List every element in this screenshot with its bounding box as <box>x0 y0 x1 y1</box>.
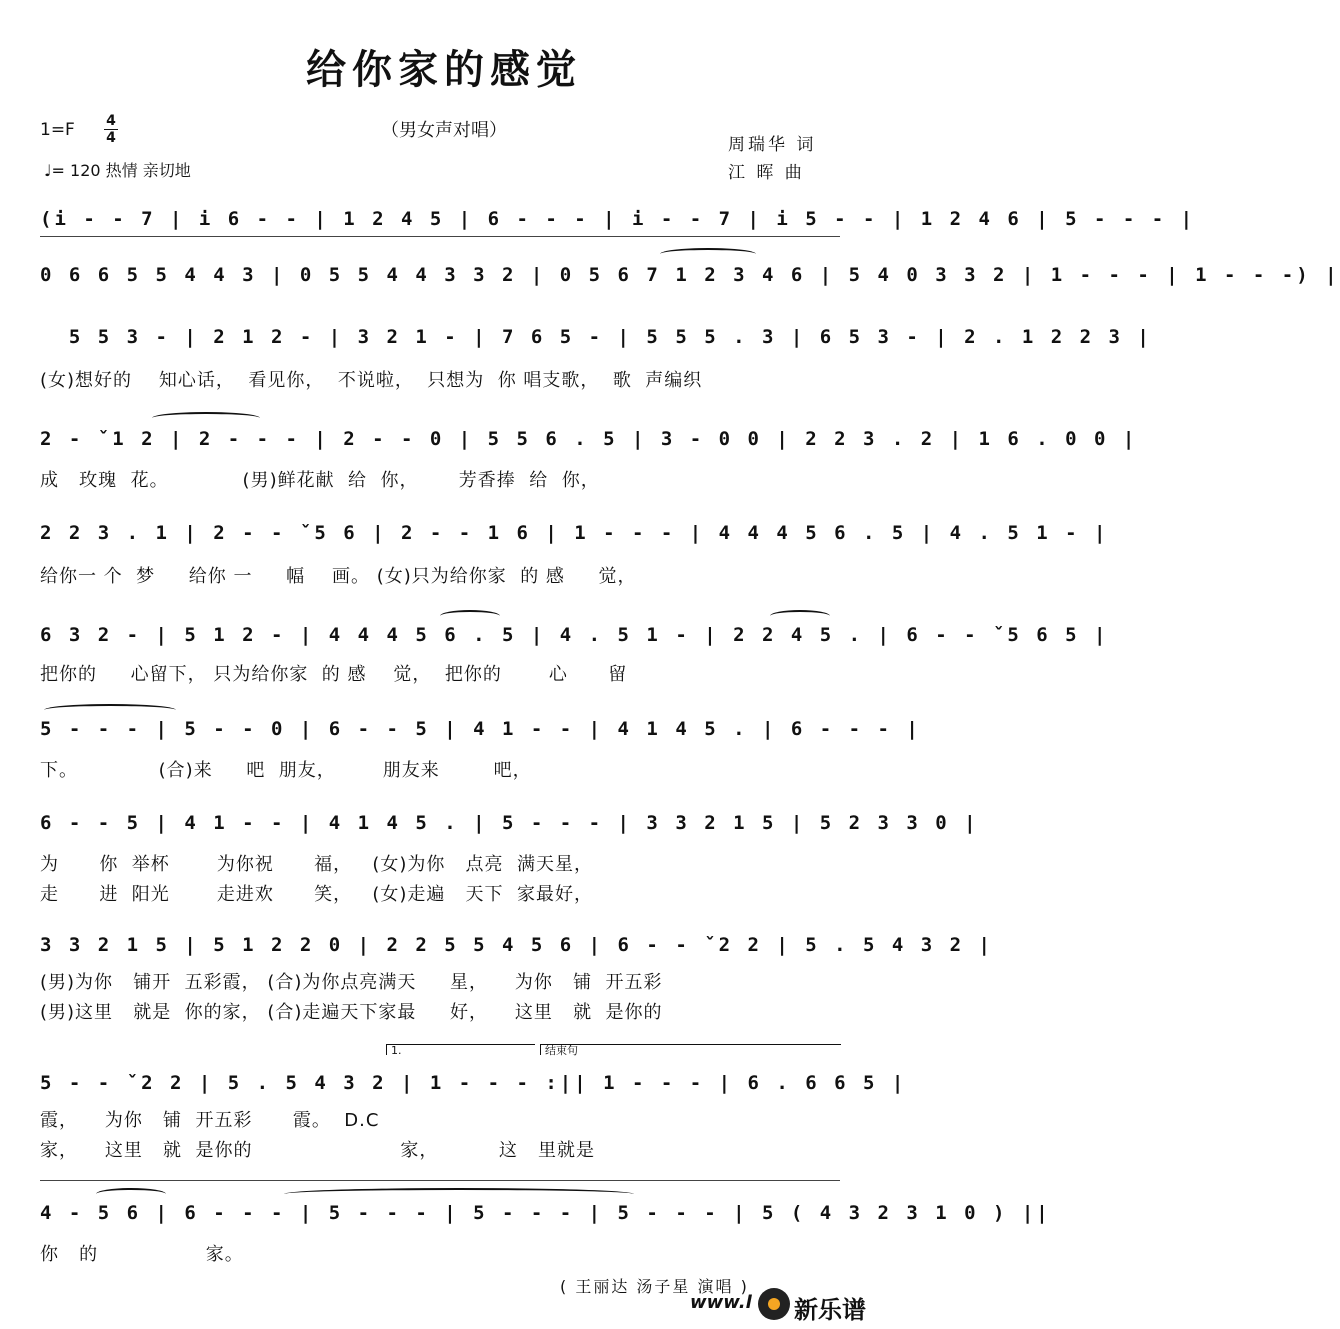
disc-icon <box>758 1288 790 1320</box>
score-line-7 <box>40 718 921 748</box>
lyric-line: 家， 这里 就 是你的 家， 这 里就是 <box>40 1140 596 1161</box>
ending-volta: 结束句 <box>540 1044 841 1055</box>
score-line-8 <box>40 812 979 842</box>
score-line-2 <box>40 264 1340 294</box>
notes: 2 - ˇ1 2 | 2 - - - | 2 - - 0 | 5 5 6 . 5 | 3 - 0 0 | 2 2 3 . 2 | 1 6 . 0 0 | <box>40 428 1138 450</box>
lyric-line: 下。 (合)来 吧 朋友， 朋友来 吧， <box>40 760 532 781</box>
lyric-line: 成 玫瑰 花。 (男)鲜花献 给 你， 芳香捧 给 你， <box>40 470 600 491</box>
lyric-line: (男)为你 铺开 五彩霞， (合)为你点亮满天 星， 为你 铺 开五彩 <box>40 972 663 993</box>
score-line-10 <box>40 1072 907 1102</box>
lyric-line: 走 进 阳光 走进欢 笑， (女)走遍 天下 家最好， <box>40 884 593 905</box>
notes: 4 - 5 6 | 6 - - - | 5 - - - | 5 - - - | 5 - - - | 5 ( 4 3 2 3 1 0 ) || <box>40 1202 1051 1224</box>
lyric-line: 你 的 家。 <box>40 1244 244 1265</box>
notes: 6 - - 5 | 4 1 - - | 4 1 4 5 . | 5 - - - | 3 3 2 1 5 | 5 2 3 3 0 | <box>40 812 979 834</box>
score-line-6 <box>40 624 1109 654</box>
song-subtitle: （男女声对唱） <box>381 120 507 141</box>
notes: 2 2 3 . 1 | 2 - - ˇ5 6 | 2 - - 1 6 | 1 - - - | 4 4 4 5 6 . 5 | 4 . 5 1 - | <box>40 522 1109 544</box>
time-top: 4 <box>106 113 116 129</box>
lyric-line: 把你的 心留下， 只为给你家 的 感 觉， 把你的 心 留 <box>40 664 628 685</box>
performers-credit: ( 王丽达 汤子星 演唱 ) <box>560 1277 749 1296</box>
lyric-line: 霞， 为你 铺 开五彩 霞。 D.C <box>40 1110 380 1131</box>
lyric-line: 给你一 个 梦 给你 一 幅 画。 (女)只为给你家 的 感 觉， <box>40 566 637 587</box>
watermark-url: www.l <box>690 1292 752 1313</box>
lyric-line: (女)想好的 知心话， 看见你， 不说啦， 只想为 你 唱支歌， 歌 声编织 <box>40 370 703 391</box>
score-line-4 <box>40 428 1138 458</box>
first-ending-volta: 1. <box>386 1044 535 1055</box>
tempo-marking: ♩= 120 热情 亲切地 <box>44 161 191 180</box>
logo-text: 新乐谱 <box>794 1296 866 1324</box>
song-title: 给你家的感觉 <box>306 47 582 93</box>
lyric-line: 为 你 举杯 为你祝 福， (女)为你 点亮 满天星， <box>40 854 593 875</box>
site-logo[interactable] <box>758 1286 880 1324</box>
time-signature <box>104 114 118 145</box>
score-line-3 <box>40 326 1152 356</box>
composer-credit: 江 晖 曲 <box>728 163 805 183</box>
notes: (i - - 7 | i 6 - - | 1 2 4 5 | 6 - - - | i - - 7 | i 5 - - | 1 2 4 6 | 5 - - - | <box>40 208 1196 230</box>
score-line-1 <box>40 208 1196 238</box>
lyric-line: (男)这里 就是 你的家， (合)走遍天下家最 好， 这里 就 是你的 <box>40 1002 663 1023</box>
score-line-5 <box>40 522 1109 552</box>
key-signature: 1=F <box>40 120 75 140</box>
notes: 3 3 2 1 5 | 5 1 2 2 0 | 2 2 5 5 4 5 6 | 6 - - ˇ2 2 | 5 . 5 4 3 2 | <box>40 934 993 956</box>
notes: 5 - - ˇ2 2 | 5 . 5 4 3 2 | 1 - - - :|| 1 - - - | 6 . 6 6 5 | <box>40 1072 907 1094</box>
time-bottom: 4 <box>106 130 116 146</box>
notes: 5 5 3 - | 2 1 2 - | 3 2 1 - | 7 6 5 - | 5 5 5 . 3 | 6 5 3 - | 2 . 1 2 2 3 | <box>40 326 1152 348</box>
notes: 5 - - - | 5 - - 0 | 6 - - 5 | 4 1 - - | 4 1 4 5 . | 6 - - - | <box>40 718 921 740</box>
score-line-9 <box>40 934 993 964</box>
lyricist-credit: 周瑞华 词 <box>728 135 817 155</box>
score-line-11 <box>40 1202 1051 1232</box>
notes: 6 3 2 - | 5 1 2 - | 4 4 4 5 6 . 5 | 4 . 5 1 - | 2 2 4 5 . | 6 - - ˇ5 6 5 | <box>40 624 1109 646</box>
notes: 0 6 6 5 5 4 4 3 | 0 5 5 4 4 3 3 2 | 0 5 6 7 1 2 3 4 6 | 5 4 0 3 3 2 | 1 - - - | 1 - - -) | <box>40 264 1340 286</box>
